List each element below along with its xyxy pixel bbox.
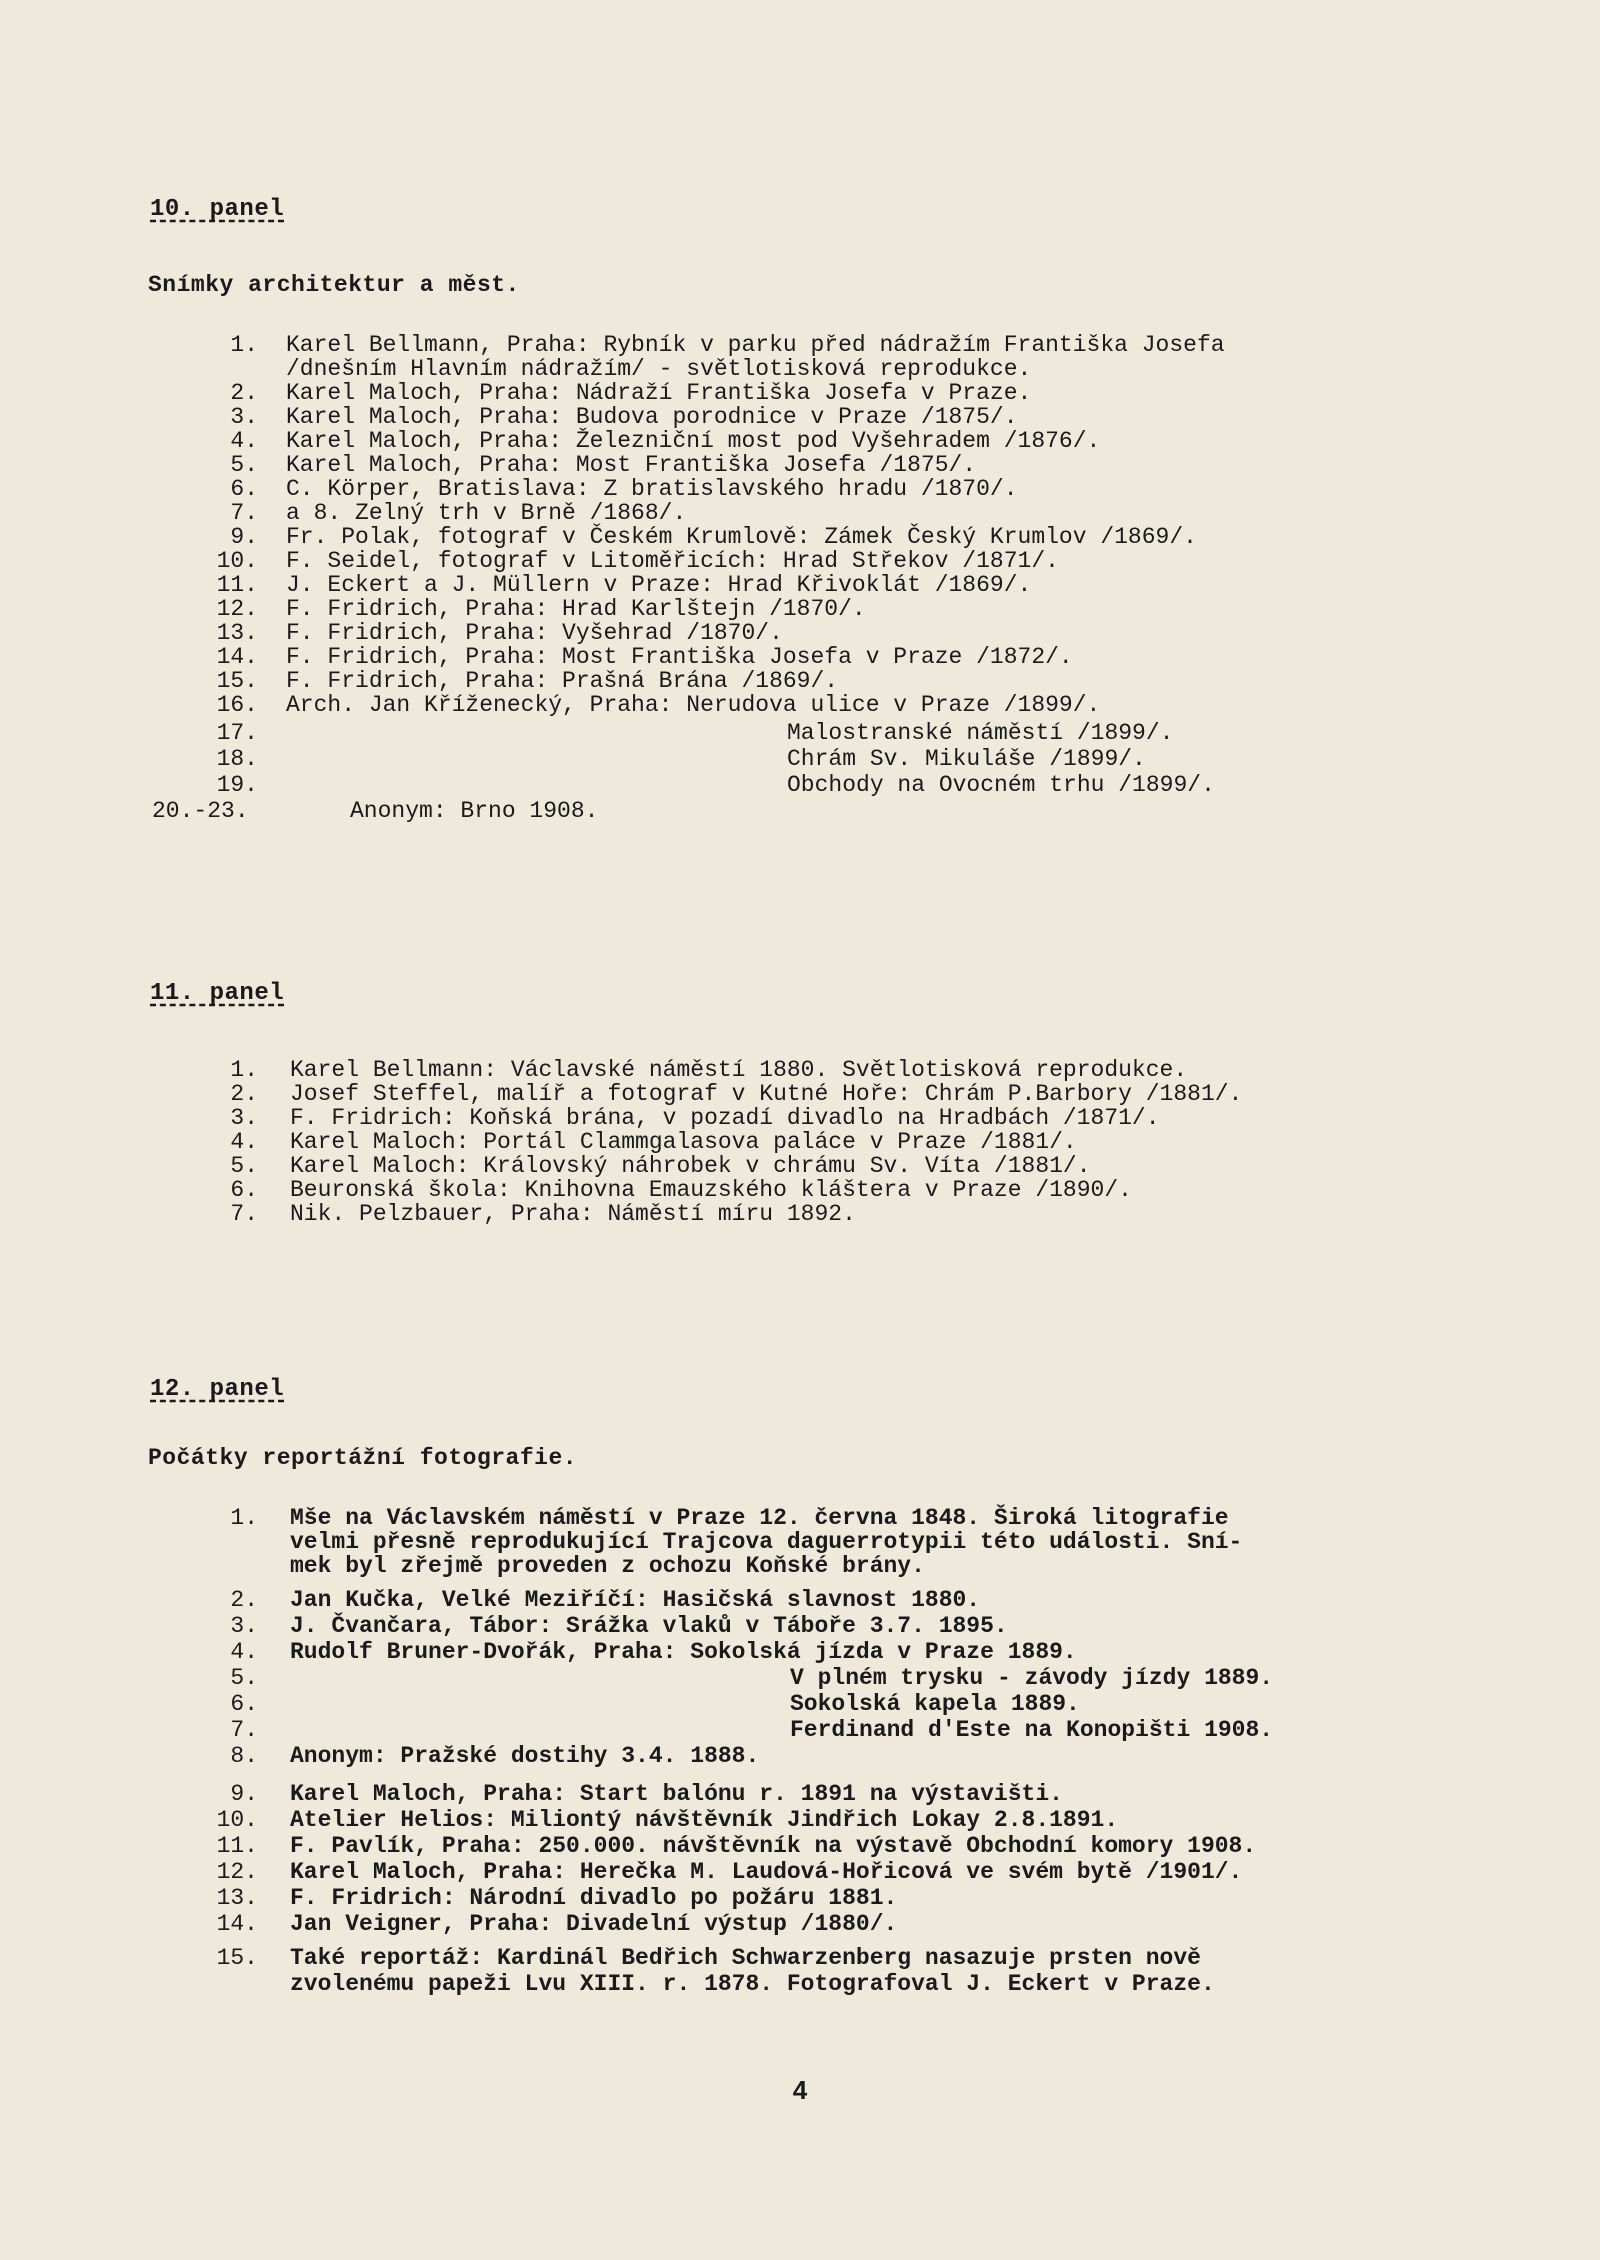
list-item: 12. Karel Maloch, Praha: Herečka M. Laudová-Hořicová ve svém bytě /1901/. [216, 1859, 1243, 1885]
list-item: 8. Anonym: Pražské dostihy 3.4. 1888. [230, 1743, 760, 1769]
list-item: 19. Obchody na Ovocném trhu /1899/. [216, 772, 1215, 798]
list-item: 2. Karel Maloch, Praha: Nádraží Františka Josefa v Praze. [230, 380, 1032, 406]
list-item: 7. a 8. Zelný trh v Brně /1868/. [230, 500, 687, 526]
list-item: 14. F. Fridrich, Praha: Most Františka Josefa v Praze /1872/. [216, 644, 1073, 670]
list-item: 9. Fr. Polak, fotograf v Českém Krumlově: Zámek Český Krumlov /1869/. [230, 524, 1197, 550]
list-item: 5. V plném trysku - závody jízdy 1889. [230, 1665, 1274, 1691]
list-item: 12. F. Fridrich, Praha: Hrad Karlštejn /1870/. [216, 596, 866, 622]
list-item: 4. Rudolf Bruner-Dvořák, Praha: Sokolská jízda v Praze 1889. [230, 1639, 1077, 1665]
list-item: 18. Chrám Sv. Mikuláše /1899/. [216, 746, 1146, 772]
list-item: 3. Karel Maloch, Praha: Budova porodnice v Praze /1875/. [230, 404, 1018, 430]
list-item: 20.-23. Anonym: Brno 1908. [152, 798, 599, 824]
page-number: 4 [792, 2075, 808, 2105]
panel-10-subtitle: Snímky architektur a měst. [148, 272, 520, 298]
list-item: 17. Malostranské náměstí /1899/. [216, 720, 1174, 746]
panel-10-heading: 10. panel [150, 196, 285, 223]
list-item: 10. F. Seidel, fotograf v Litoměřicích: Hrad Střekov /1871/. [216, 548, 1059, 574]
list-item: 15. F. Fridrich, Praha: Prašná Brána /1869/. [216, 668, 839, 694]
list-item: 3. F. Fridrich: Koňská brána, v pozadí divadlo na Hradbách /1871/. [230, 1105, 1160, 1131]
panel-11-heading: 11. panel [150, 980, 285, 1007]
list-item: 6. C. Körper, Bratislava: Z bratislavského hradu /1870/. [230, 476, 1018, 502]
list-item: 1. Mše na Václavském náměstí v Praze 12. června 1848. Široká litografie [230, 1505, 1229, 1531]
list-item: 1. Karel Bellmann, Praha: Rybník v parku před nádražím Františka Josefa [230, 332, 1225, 358]
list-item: zvolenému papeži Lvu XIII. r. 1878. Fotografoval J. Eckert v Praze. [290, 1971, 1215, 1997]
list-item: 11. F. Pavlík, Praha: 250.000. návštěvník na výstavě Obchodní komory 1908. [216, 1833, 1257, 1859]
list-item: 2. Jan Kučka, Velké Meziříčí: Hasičská slavnost 1880. [230, 1587, 981, 1613]
list-item: 10. Atelier Helios: Miliontý návštěvník Jindřich Lokay 2.8.1891. [216, 1807, 1119, 1833]
list-item: 6. Sokolská kapela 1889. [230, 1691, 1080, 1717]
panel-12-heading: 12. panel [150, 1376, 285, 1403]
list-item: 9. Karel Maloch, Praha: Start balónu r. 1891 na výstavišti. [230, 1781, 1063, 1807]
panel-12-subtitle: Počátky reportážní fotografie. [148, 1445, 578, 1471]
list-item: /dnešním Hlavním nádražím/ - světlotisková reprodukce. [286, 356, 1032, 382]
list-item: 1. Karel Bellmann: Václavské náměstí 1880. Světlotisková reprodukce. [230, 1057, 1188, 1083]
list-item: velmi přesně reprodukující Trajcova daguerrotypii této události. Sní- [290, 1529, 1243, 1555]
list-item: 5. Karel Maloch, Praha: Most Františka Josefa /1875/. [230, 452, 977, 478]
list-item: 14. Jan Veigner, Praha: Divadelní výstup /1880/. [216, 1911, 898, 1937]
list-item: 13. F. Fridrich, Praha: Vyšehrad /1870/. [216, 620, 783, 646]
list-item: 15. Také reportáž: Kardinál Bedřich Schwarzenberg nasazuje prsten nově [216, 1945, 1201, 1971]
list-item: 13. F. Fridrich: Národní divadlo po požáru 1881. [216, 1885, 898, 1911]
list-item: 5. Karel Maloch: Královský náhrobek v chrámu Sv. Víta /1881/. [230, 1153, 1091, 1179]
list-item: 6. Beuronská škola: Knihovna Emauzského kláštera v Praze /1890/. [230, 1177, 1132, 1203]
list-item: 4. Karel Maloch: Portál Clammgalasova paláce v Praze /1881/. [230, 1129, 1077, 1155]
list-item: 7. Ferdinand d'Este na Konopišti 1908. [230, 1717, 1274, 1743]
list-item: mek byl zřejmě proveden z ochozu Koňské brány. [290, 1553, 925, 1579]
list-item: 2. Josef Steffel, malíř a fotograf v Kutné Hoře: Chrám P.Barbory /1881/. [230, 1081, 1243, 1107]
list-item: 7. Nik. Pelzbauer, Praha: Náměstí míru 1892. [230, 1201, 856, 1227]
list-item: 3. J. Čvančara, Tábor: Srážka vlaků v Táboře 3.7. 1895. [230, 1613, 1008, 1639]
list-item: 4. Karel Maloch, Praha: Železniční most pod Vyšehradem /1876/. [230, 428, 1101, 454]
list-item: 16. Arch. Jan Kříženecký, Praha: Nerudova ulice v Praze /1899/. [216, 692, 1101, 718]
list-item: 11. J. Eckert a J. Müllern v Praze: Hrad Křivoklát /1869/. [216, 572, 1032, 598]
